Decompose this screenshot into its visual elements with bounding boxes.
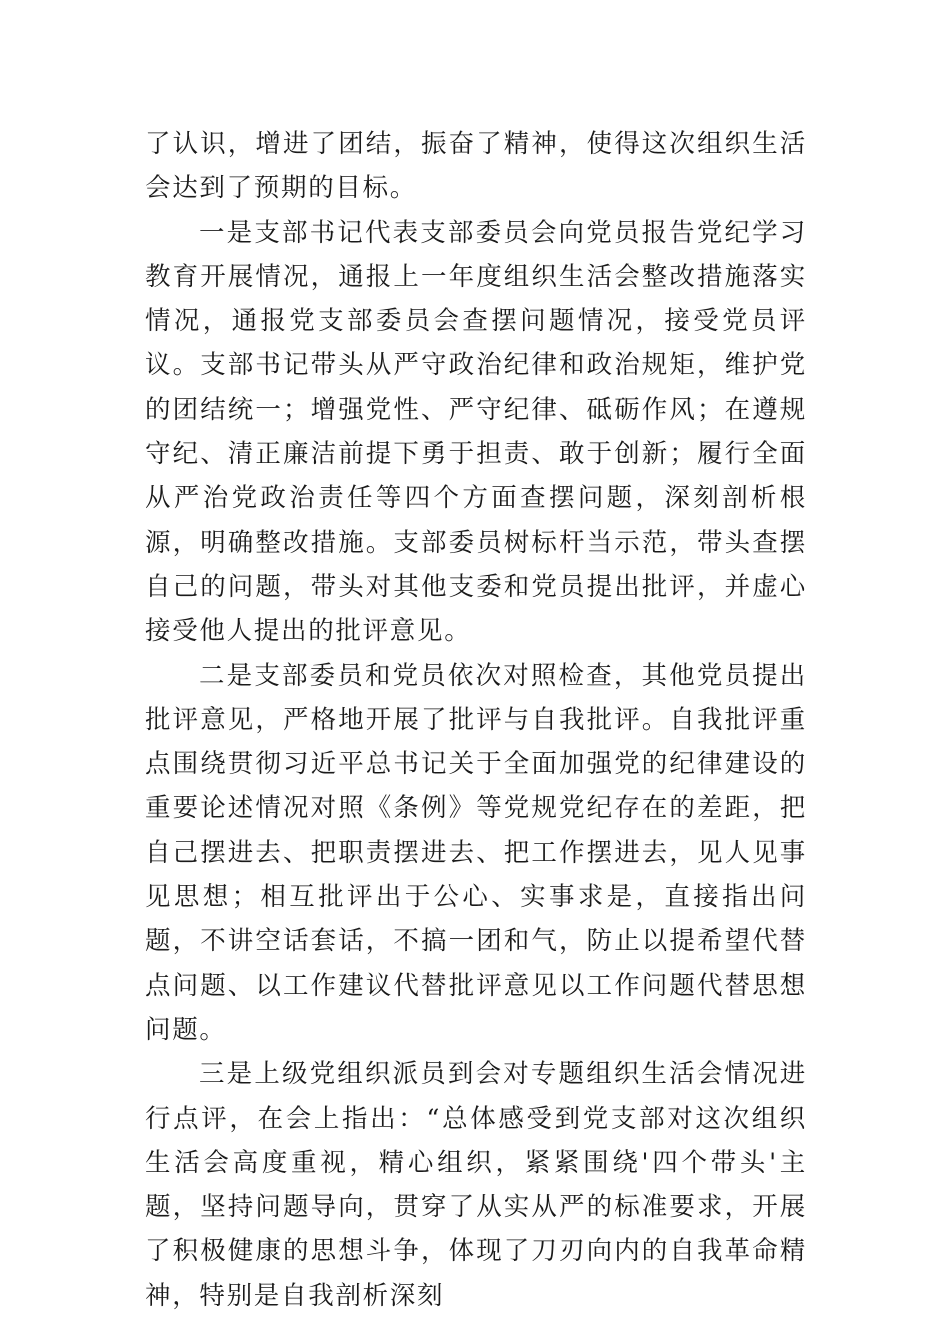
paragraph-point-two: 二是支部委员和党员依次对照检查，其他党员提出批评意见，严格地开展了批评与自我批评。自我批评重点围绕贯彻习近平总书记关于全面加强党的纪律建设的重要论述情况对照《条例》等党规党纪存在的差距，把自己摆进去、把职责摆进去、把工作摆进去，见人见事见思想；相互批评出于公心、实事求是，直接指出问题，不讲空话套话，不搞一团和气，防止以提希望代替点问题、以工作建议代替批评意见以工作问题代替思想问题。 bbox=[145, 660, 807, 1045]
paragraph-continuation: 了认识，增进了团结，振奋了精神，使得这次组织生活会达到了预期的目标。 bbox=[145, 129, 807, 204]
paragraph-point-three: 三是上级党组织派员到会对专题组织生活会情况进行点评，在会上指出：“总体感受到党支部对这次组织生活会高度重视，精心组织，紧紧围绕'四个带头'主题，坚持问题导向，贯穿了从实从严的标准要求，开展了积极健康的思想斗争，体现了刀刃向内的自我革命精神，特别是自我剖析深刻 bbox=[145, 1059, 807, 1311]
paragraph-point-one: 一是支部书记代表支部委员会向党员报告党纪学习教育开展情况，通报上一年度组织生活会整改措施落实情况，通报党支部委员会查摆问题情况，接受党员评议。支部书记带头从严守政治纪律和政治规矩，维护党的团结统一；增强党性、严守纪律、砥砺作风；在遵规守纪、清正廉洁前提下勇于担责、敢于创新；履行全面从严治党政治责任等四个方面查摆问题，深刻剖析根源，明确整改措施。支部委员树标杆当示范，带头查摆自己的问题，带头对其他支委和党员提出批评，并虚心接受他人提出的批评意见。 bbox=[145, 217, 807, 647]
document-body bbox=[145, 122, 807, 1318]
